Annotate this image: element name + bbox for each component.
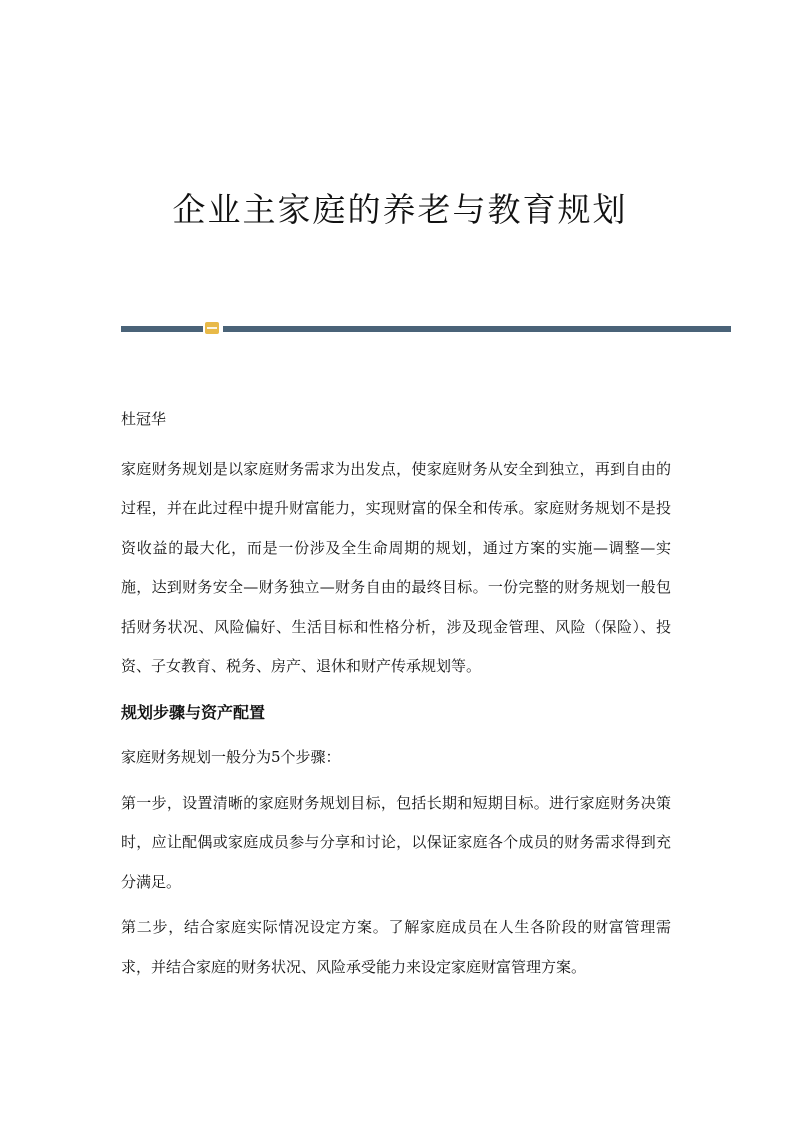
- divider-bar-right: [223, 326, 731, 332]
- steps-intro-paragraph: 家庭财务规划一般分为5个步骤：: [121, 748, 341, 766]
- author-name: 杜冠华: [121, 410, 167, 428]
- document-body: [121, 400, 671, 993]
- divider-bar-left: [121, 326, 203, 332]
- section-heading: 规划步骤与资产配置: [121, 702, 266, 722]
- step-one-paragraph: 第一步，设置清晰的家庭财务规划目标，包括长期和短期目标。进行家庭财务决策时，应让配偶或家庭成员参与分享和讨论，以保证家庭各个成员的财务需求得到充分满足。: [121, 793, 671, 891]
- document-title: 企业主家庭的养老与教育规划: [172, 190, 628, 229]
- title-divider: [121, 320, 731, 336]
- step-two-paragraph: 第二步，结合家庭实际情况设定方案。了解家庭成员在人生各阶段的财富管理需求，并结合家庭的财务状况、风险承受能力来设定家庭财富管理方案。: [121, 918, 671, 976]
- intro-paragraph: 家庭财务规划是以家庭财务需求为出发点，使家庭财务从安全到独立，再到自由的过程，并在此过程中提升财富能力，实现财富的保全和传承。家庭财务规划不是投资收益的最大化，而是一份涉及全生命周期的规划，通过方案的实施—调整—实施，达到财务安全—财务独立—财务自由的最终目标。一份完整的财务规划一般包括财务状况、风险偏好、生活目标和性格分析，涉及现金管理、风险（保险）、投资、子女教育、税务、房产、退休和财产传承规划等。: [121, 459, 671, 675]
- divider-emblem-icon: [205, 322, 219, 334]
